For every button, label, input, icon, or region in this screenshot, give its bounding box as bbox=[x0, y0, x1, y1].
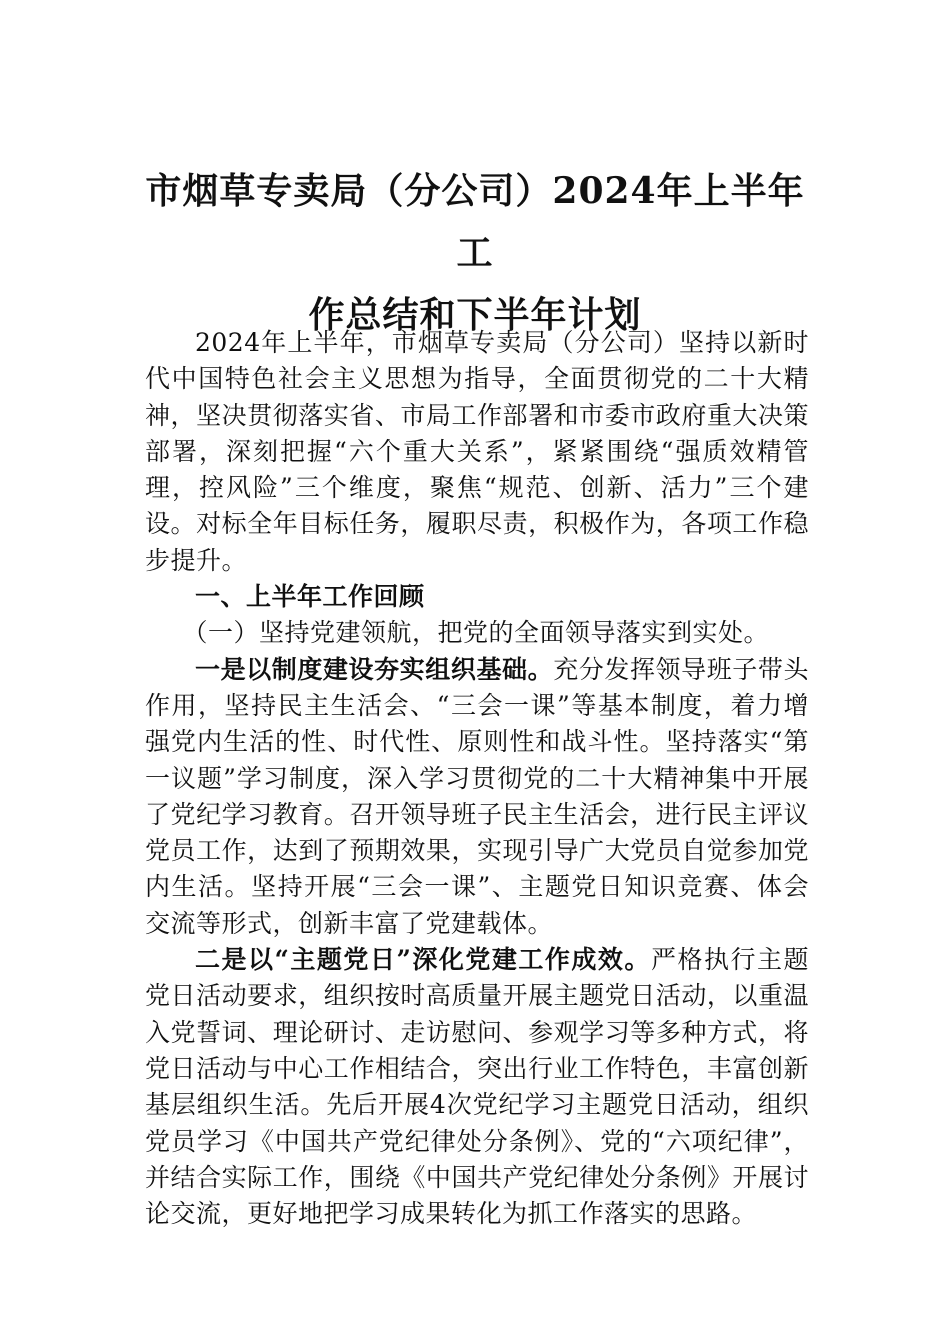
intro-paragraph: 2024年上半年，市烟草专卖局（分公司）坚持以新时代中国特色社会主义思想为指导，全面贯彻党的二十大精神，坚决贯彻落实省、市局工作部署和市委市政府重大决策部署，深刻把握“六个重大关系”，紧紧围绕“强质效精管理，控风险”三个维度，聚焦“规范、创新、活力”三个建设。对标全年目标任务，履职尽责，积极作为，各项工作稳步提升。 bbox=[145, 328, 809, 575]
subsection-heading: （一）坚持党建领航，把党的全面领导落实到实处。 bbox=[182, 618, 770, 648]
title-line-2: 作总结和下半年计划 bbox=[308, 294, 642, 336]
document-body bbox=[145, 325, 809, 1232]
title-line-1: 市烟草专卖局（分公司）2024年上半年工 bbox=[145, 170, 805, 274]
paragraph-2-lead: 二是以“主题党日”深化党建工作成效。 bbox=[195, 945, 651, 975]
paragraph-1 bbox=[145, 652, 809, 942]
document-title bbox=[130, 160, 820, 346]
paragraph-1-body: 充分发挥领导班子带头作用，坚持民主生活会、“三会一课”等基本制度，着力增强党内生活的性、时代性、原则性和战斗性。坚持落实“第一议题”学习制度，深入学习贯彻党的二十大精神集中开展了党纪学习教育。召开领导班子民主生活会，进行民主评议党员工作，达到了预期效果，实现引导广大党员自觉参加党内生活。坚持开展“三会一课”、主题党日知识竞赛、体会交流等形式，创新丰富了党建载体。 bbox=[145, 654, 809, 938]
paragraph-2 bbox=[145, 942, 809, 1232]
paragraph-1-lead: 一是以制度建设夯实组织基础。 bbox=[195, 654, 554, 684]
paragraph-2-body: 严格执行主题党日活动要求，组织按时高质量开展主题党日活动，以重温入党誓词、理论研讨、走访慰问、参观学习等多种方式，将党日活动与中心工作相结合，突出行业工作特色，丰富创新基层组织生活。先后开展4次党纪学习主题党日活动，组织党员学习《中国共产党纪律处分条例》、党的“六项纪律”，并结合实际工作，围绕《中国共产党纪律处分条例》开展讨论交流，更好地把学习成果转化为抓工作落实的思路。 bbox=[145, 945, 809, 1229]
section-heading: 一、上半年工作回顾 bbox=[195, 582, 425, 612]
